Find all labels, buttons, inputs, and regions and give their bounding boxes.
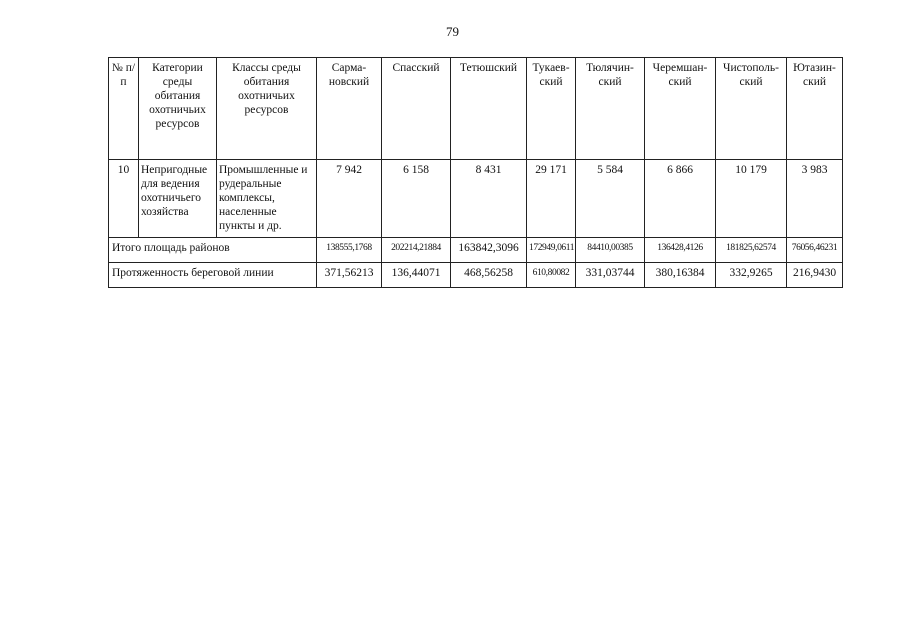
header-class: Классы среды обитания охотничьих ресурсов [217,58,317,160]
row-class: Промышленные и рудеральные комплексы, населенные пункты и др. [217,160,317,238]
row-value: 6 158 [382,160,451,238]
header-district-tyulyachinsky: Тюлячин-ский [576,58,645,160]
shoreline-value: 136,44071 [382,263,451,288]
row-category: Непригодные для ведения охотничьего хозяйства [139,160,217,238]
shoreline-value: 332,9265 [716,263,787,288]
header-district-sarmanovsky: Сарма-новский [317,58,382,160]
hunting-grounds-table [108,57,843,288]
header-district-tukaevsky: Тукаев-ский [527,58,576,160]
header-district-chistopolsky: Чистополь-ский [716,58,787,160]
row-value: 29 171 [527,160,576,238]
shoreline-value: 216,9430 [787,263,843,288]
total-area-value: 84410,00385 [576,238,645,263]
row-value: 7 942 [317,160,382,238]
total-area-value: 163842,3096 [451,238,527,263]
header-district-tetyushsky: Тетюшский [451,58,527,160]
row-value: 6 866 [645,160,716,238]
total-area-value: 138555,1768 [317,238,382,263]
total-area-value: 181825,62574 [716,238,787,263]
shoreline-value: 380,16384 [645,263,716,288]
shoreline-row [109,263,843,288]
shoreline-value: 371,56213 [317,263,382,288]
header-district-spassky: Спасский [382,58,451,160]
total-area-value: 172949,0611 [527,238,576,263]
shoreline-value: 331,03744 [576,263,645,288]
total-area-row [109,238,843,263]
header-district-yutazinsky: Ютазин-ский [787,58,843,160]
row-value: 5 584 [576,160,645,238]
row-value: 8 431 [451,160,527,238]
header-num: № п/п [109,58,139,160]
page-number: 79 [446,24,459,39]
shoreline-value: 610,80082 [527,263,576,288]
header-category: Категории среды обитания охотничьих ресурсов [139,58,217,160]
header-row [109,58,843,160]
row-value: 3 983 [787,160,843,238]
total-area-value: 136428,4126 [645,238,716,263]
total-area-value: 76056,46231 [787,238,843,263]
shoreline-value: 468,56258 [451,263,527,288]
total-area-value: 202214,21884 [382,238,451,263]
header-district-cheremshansky: Черемшан-ский [645,58,716,160]
total-area-label: Итого площадь районов [109,238,317,263]
shoreline-label: Протяженность береговой линии [109,263,317,288]
row-num: 10 [109,160,139,238]
row-value: 10 179 [716,160,787,238]
table-row [109,160,843,238]
